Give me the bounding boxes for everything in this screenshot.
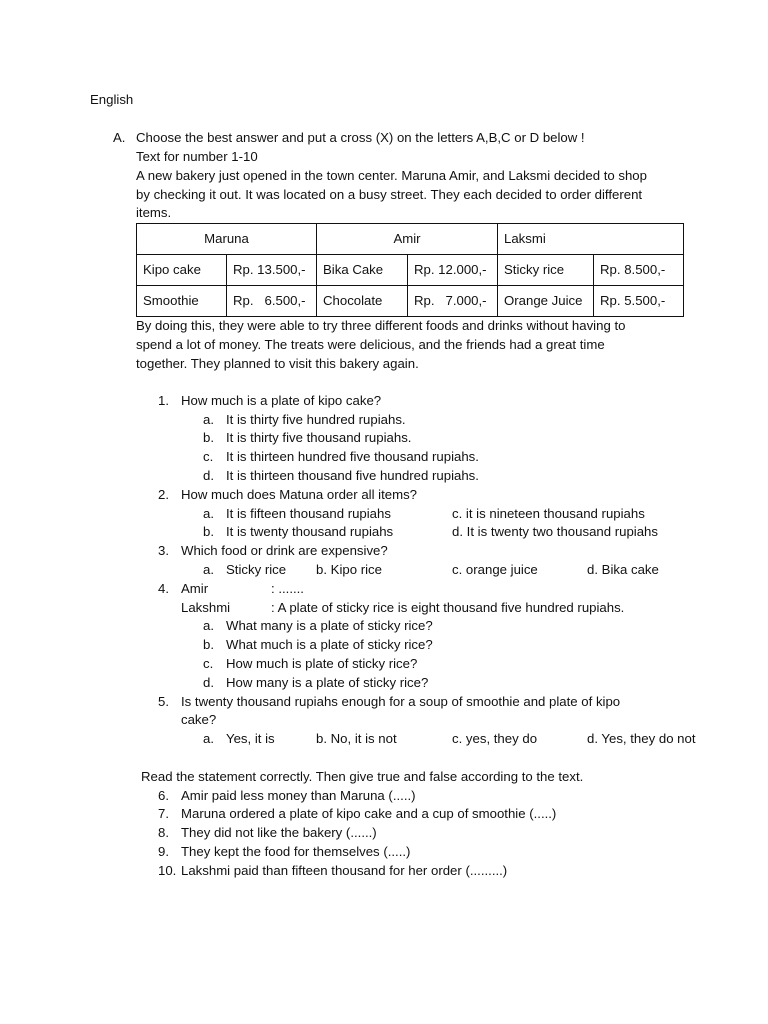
question-text: Is twenty thousand rupiahs enough for a soup of smoothie and plate of kipo <box>181 694 621 709</box>
page-title: English <box>90 92 134 107</box>
option-letter: d. <box>203 468 214 483</box>
question-number: 2. <box>158 487 169 502</box>
price-table <box>136 223 684 317</box>
option-letter: a. <box>203 506 214 521</box>
table-row <box>137 286 684 317</box>
option-letter: a. <box>203 412 214 427</box>
option-text: d. Yes, they do not <box>587 731 696 746</box>
option-text: It is twenty thousand rupiahs <box>226 524 394 539</box>
table-cell: Rp. 13.500,- <box>227 255 317 286</box>
option-text: What many is a plate of sticky rice? <box>226 618 433 633</box>
table-header-cell: Laksmi <box>498 224 684 255</box>
option-text: b. Kipo rice <box>316 562 382 577</box>
statement-text: Amir paid less money than Maruna (.....) <box>181 788 416 803</box>
option-letter: c. <box>203 449 214 464</box>
option-letter: a. <box>203 562 214 577</box>
question-number: 9. <box>158 844 169 859</box>
question-text: How much does Matuna order all items? <box>181 487 418 502</box>
passage-line: By doing this, they were able to try three different foods and drinks without having to <box>136 318 626 333</box>
option-text: How much is plate of sticky rice? <box>226 656 418 671</box>
table-cell: Rp. 8.500,- <box>594 255 684 286</box>
question-text: Which food or drink are expensive? <box>181 543 388 558</box>
option-text: It is thirty five hundred rupiahs. <box>226 412 406 427</box>
table-cell: Smoothie <box>137 286 227 317</box>
option-text: d. It is twenty two thousand rupiahs <box>452 524 658 539</box>
option-letter: b. <box>203 524 214 539</box>
option-text: c. orange juice <box>452 562 538 577</box>
question-number: 10. <box>158 863 177 878</box>
table-row <box>137 255 684 286</box>
section-instruction: Choose the best answer and put a cross (X) on the letters A,B,C or D below ! <box>136 130 585 145</box>
option-letter: c. <box>203 656 214 671</box>
table-header-cell: Maruna <box>137 224 317 255</box>
option-letter: a. <box>203 731 214 746</box>
option-letter: a. <box>203 618 214 633</box>
option-text: What much is a plate of sticky rice? <box>226 637 433 652</box>
tf-instruction: Read the statement correctly. Then give true and false according to the text. <box>141 769 584 784</box>
table-cell: Bika Cake <box>317 255 408 286</box>
question-number: 6. <box>158 788 169 803</box>
option-text: It is thirteen hundred five thousand rupiahs. <box>226 449 479 464</box>
passage-line: items. <box>136 205 172 220</box>
question-number: 7. <box>158 806 169 821</box>
question-number: 3. <box>158 543 169 558</box>
dialogue-line: : A plate of sticky rice is eight thousand five hundred rupiahs. <box>271 600 625 615</box>
question-number: 8. <box>158 825 169 840</box>
option-text: Yes, it is <box>226 731 275 746</box>
table-cell: Rp. 7.000,- <box>408 286 498 317</box>
section-marker: A. <box>113 130 126 145</box>
statement-text: They did not like the bakery (......) <box>181 825 377 840</box>
question-number: 1. <box>158 393 169 408</box>
passage-line: spend a lot of money. The treats were delicious, and the friends had a great time <box>136 337 605 352</box>
statement-text: Maruna ordered a plate of kipo cake and a cup of smoothie (.....) <box>181 806 557 821</box>
table-cell: Orange Juice <box>498 286 594 317</box>
option-text: d. Bika cake <box>587 562 659 577</box>
statement-text: They kept the food for themselves (.....) <box>181 844 411 859</box>
option-text: c. yes, they do <box>452 731 538 746</box>
question-number: 5. <box>158 694 169 709</box>
dialogue-speaker: Amir <box>181 581 209 596</box>
passage-line: together. They planned to visit this bakery again. <box>136 356 419 371</box>
dialogue-line: : ....... <box>271 581 304 596</box>
text-label: Text for number 1-10 <box>136 149 258 164</box>
option-text: c. it is nineteen thousand rupiahs <box>452 506 645 521</box>
question-text: cake? <box>181 712 217 727</box>
dialogue-speaker: Lakshmi <box>181 600 231 615</box>
option-text: It is fifteen thousand rupiahs <box>226 506 391 521</box>
table-header-cell: Amir <box>317 224 498 255</box>
question-text: How much is a plate of kipo cake? <box>181 393 382 408</box>
passage-line: by checking it out. It was located on a busy street. They each decided to order different <box>136 187 643 202</box>
option-text: It is thirty five thousand rupiahs. <box>226 430 412 445</box>
statement-text: Lakshmi paid than fifteen thousand for her order (.........) <box>181 863 508 878</box>
table-cell: Rp. 5.500,- <box>594 286 684 317</box>
table-cell: Rp. 6.500,- <box>227 286 317 317</box>
option-text: How many is a plate of sticky rice? <box>226 675 429 690</box>
option-letter: b. <box>203 637 214 652</box>
option-letter: b. <box>203 430 214 445</box>
table-cell: Kipo cake <box>137 255 227 286</box>
option-text: b. No, it is not <box>316 731 397 746</box>
option-text: Sticky rice <box>226 562 287 577</box>
table-cell: Chocolate <box>317 286 408 317</box>
option-text: It is thirteen thousand five hundred rupiahs. <box>226 468 479 483</box>
passage-line: A new bakery just opened in the town center. Maruna Amir, and Laksmi decided to shop <box>136 168 647 183</box>
table-cell: Rp. 12.000,- <box>408 255 498 286</box>
question-number: 4. <box>158 581 169 596</box>
option-letter: d. <box>203 675 214 690</box>
table-header-row <box>137 224 684 255</box>
table-cell: Sticky rice <box>498 255 594 286</box>
